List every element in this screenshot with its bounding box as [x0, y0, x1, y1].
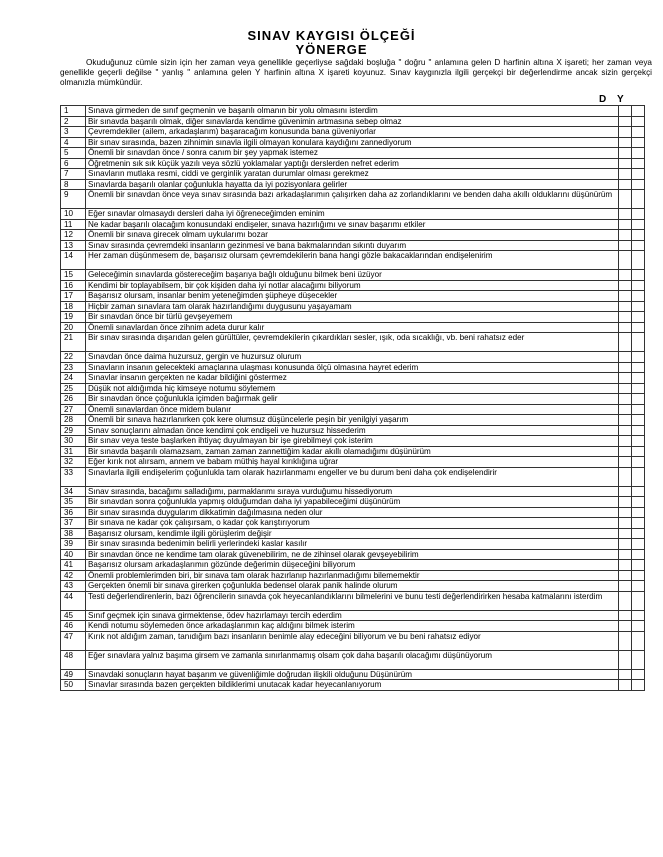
answer-box-y[interactable] [632, 457, 645, 468]
answer-box-y[interactable] [632, 549, 645, 560]
answer-box-y[interactable] [632, 190, 645, 209]
question-row [61, 415, 645, 426]
question-row [61, 467, 645, 486]
answer-box-y[interactable] [632, 169, 645, 180]
question-row [61, 457, 645, 468]
question-text: Önemli sınavlardan önce midem bulanır [86, 404, 619, 415]
question-row [61, 631, 645, 650]
question-row [61, 301, 645, 312]
question-number: 3 [61, 127, 86, 138]
question-row [61, 394, 645, 405]
question-text: Önemli bir sınavdan önce veya sınav sırasında bazı arkadaşlarımın çalışırken daha az zorlandıklarını ve benden daha akıllı olduklarını düşünürüm [86, 190, 619, 209]
answer-box-y[interactable] [632, 127, 645, 138]
question-row [61, 669, 645, 680]
answer-box-d[interactable] [619, 621, 632, 632]
answer-box-d[interactable] [619, 436, 632, 447]
question-number: 14 [61, 251, 86, 270]
answer-box-y[interactable] [632, 581, 645, 592]
question-number: 43 [61, 581, 86, 592]
question-text: Kırık not aldığım zaman, tanıdığım bazı insanların benimle alay edeceğini biliyorum ve bu beni rahatsız ediyor [86, 631, 619, 650]
question-row [61, 518, 645, 529]
question-row [61, 322, 645, 333]
answer-box-d[interactable] [619, 219, 632, 230]
answer-box-d[interactable] [619, 127, 632, 138]
question-text: Önemli problemlerimden biri, bir sınava tam olarak hazırlanıp hazırlanmadığımı bilememektir [86, 570, 619, 581]
answer-box-d[interactable] [619, 680, 632, 691]
answer-box-d[interactable] [619, 280, 632, 291]
answer-box-y[interactable] [632, 352, 645, 363]
question-text: Bir sınav veya teste başlarken ihtiyaç duyulmayan bir işe girebilmeyi çok isterim [86, 436, 619, 447]
question-text: Sınavların mutlaka resmi, ciddi ve gerginlik yaratan durumlar olması gerekmez [86, 169, 619, 180]
question-number: 15 [61, 270, 86, 281]
answer-box-d[interactable] [619, 446, 632, 457]
answer-box-d[interactable] [619, 158, 632, 169]
question-number: 6 [61, 158, 86, 169]
answer-box-d[interactable] [619, 251, 632, 270]
question-text: Eğer sınavlara yalnız başıma girsem ve zamanla sınırlanmamış olsam çok daha başarılı olacağımı düşünüyorum [86, 650, 619, 669]
question-number: 39 [61, 539, 86, 550]
answer-box-y[interactable] [632, 486, 645, 497]
answer-box-y[interactable] [632, 362, 645, 373]
question-number: 25 [61, 383, 86, 394]
answer-box-y[interactable] [632, 383, 645, 394]
question-number: 30 [61, 436, 86, 447]
answer-box-d[interactable] [619, 106, 632, 117]
question-number: 23 [61, 362, 86, 373]
column-header-d: D [599, 94, 607, 105]
question-number: 13 [61, 240, 86, 251]
question-number: 2 [61, 116, 86, 127]
answer-box-d[interactable] [619, 549, 632, 560]
question-number: 20 [61, 322, 86, 333]
question-number: 28 [61, 415, 86, 426]
answer-box-y[interactable] [632, 301, 645, 312]
question-row [61, 312, 645, 323]
answer-box-d[interactable] [619, 383, 632, 394]
question-number: 48 [61, 650, 86, 669]
question-row [61, 291, 645, 302]
answer-box-d[interactable] [619, 352, 632, 363]
answer-box-d[interactable] [619, 116, 632, 127]
answer-box-d[interactable] [619, 404, 632, 415]
question-text: Başarısız olursam arkadaşlarımın gözünde değerimin düşeceğini biliyorum [86, 560, 619, 571]
question-number: 32 [61, 457, 86, 468]
answer-box-y[interactable] [632, 446, 645, 457]
question-number: 34 [61, 486, 86, 497]
question-number: 24 [61, 373, 86, 384]
question-row [61, 116, 645, 127]
page-subtitle: YÖNERGE [295, 42, 368, 57]
answer-box-d[interactable] [619, 497, 632, 508]
question-number: 31 [61, 446, 86, 457]
answer-box-d[interactable] [619, 362, 632, 373]
question-text: Önemli bir sınavdan önce / sonra canım bir şey yapmak istemez [86, 148, 619, 159]
answer-box-y[interactable] [632, 415, 645, 426]
question-row [61, 497, 645, 508]
question-row [61, 507, 645, 518]
answer-box-d[interactable] [619, 169, 632, 180]
answer-box-d[interactable] [619, 560, 632, 571]
answer-box-d[interactable] [619, 631, 632, 650]
question-row [61, 486, 645, 497]
question-text: Çevremdekiler (ailem, arkadaşlarım) başaracağım konusunda bana güveniyorlar [86, 127, 619, 138]
question-text: Ne kadar başarılı olacağım konusundaki endişeler, sınava hazırlığımı ve sınav başarımı etkiler [86, 219, 619, 230]
answer-box-y[interactable] [632, 436, 645, 447]
question-text: Hiçbir zaman sınavlara tam olarak hazırlandığımı duygusunu yaşayamam [86, 301, 619, 312]
question-row [61, 539, 645, 550]
question-number: 41 [61, 560, 86, 571]
answer-box-y[interactable] [632, 179, 645, 190]
question-text: Öğretmenin sık sık küçük yazılı veya sözlü yoklamalar yaptığı derslerden nefret ederim [86, 158, 619, 169]
question-row [61, 680, 645, 691]
answer-box-y[interactable] [632, 240, 645, 251]
answer-box-y[interactable] [632, 591, 645, 610]
answer-box-y[interactable] [632, 280, 645, 291]
answer-box-d[interactable] [619, 240, 632, 251]
answer-box-y[interactable] [632, 680, 645, 691]
question-number: 27 [61, 404, 86, 415]
question-number: 42 [61, 570, 86, 581]
question-row [61, 549, 645, 560]
question-number: 26 [61, 394, 86, 405]
question-text: Sınav sırasında, bacağımı salladığımı, parmaklarımı sıraya vurduğumu hissediyorum [86, 486, 619, 497]
question-number: 35 [61, 497, 86, 508]
question-row [61, 650, 645, 669]
question-row [61, 560, 645, 571]
question-text: Her zaman düşünmesem de, başarısız olursam çevremdekilerin bana hangi gözle bakacaklarından endişelenirim [86, 251, 619, 270]
answer-box-y[interactable] [632, 230, 645, 241]
question-text: Başarısız olursam, kendimle ilgili görüşlerim değişir [86, 528, 619, 539]
question-text: Sınıf geçmek için sınava girmektense, ödev hazırlamayı tercih ederdim [86, 610, 619, 621]
question-text: Bir sınavda başarılı olamazsam, zaman zaman zannettiğim kadar akıllı olamadığımı düşünürüm [86, 446, 619, 457]
answer-box-d[interactable] [619, 291, 632, 302]
question-row [61, 436, 645, 447]
question-number: 21 [61, 333, 86, 352]
question-text: Sınavlarla ilgili endişelerim çoğunlukla tam olarak hazırlanmamı engeller ve bu durum beni daha çok endişelendirir [86, 467, 619, 486]
answer-box-y[interactable] [632, 669, 645, 680]
answer-box-y[interactable] [632, 270, 645, 281]
question-number: 36 [61, 507, 86, 518]
question-number: 50 [61, 680, 86, 691]
answer-box-d[interactable] [619, 333, 632, 352]
question-text: Sınavdan önce daima huzursuz, gergin ve huzursuz olurum [86, 352, 619, 363]
question-text: Bir sınav sırasında bedenimin belirli yerlerindeki kaslar kasılır [86, 539, 619, 550]
question-row [61, 362, 645, 373]
question-text: Sınava girmeden de sınıf geçmenin ve başarılı olmanın bir yolu olmasını isterdim [86, 106, 619, 117]
answer-box-y[interactable] [632, 322, 645, 333]
answer-box-y[interactable] [632, 137, 645, 148]
answer-box-d[interactable] [619, 312, 632, 323]
question-text: Sınavlar insanın gerçekten ne kadar bildiğini göstermez [86, 373, 619, 384]
question-number: 11 [61, 219, 86, 230]
answer-box-d[interactable] [619, 179, 632, 190]
question-number: 46 [61, 621, 86, 632]
answer-box-y[interactable] [632, 404, 645, 415]
question-text: Geleceğimin sınavlarda göstereceğim başarıya bağlı olduğunu bilmek beni üzüyor [86, 270, 619, 281]
question-text: Bir sınav sırasında duygularım dikkatimin dağılmasına neden olur [86, 507, 619, 518]
question-number: 37 [61, 518, 86, 529]
question-row [61, 446, 645, 457]
answer-box-y[interactable] [632, 528, 645, 539]
answer-box-y[interactable] [632, 116, 645, 127]
question-text: Testi değerlendirenlerin, bazı öğrencilerin sınavda çok heyecanlandıklarını bilmelerini ve bunu testi değerlendirirken hesaba katmalarını isterdim [86, 591, 619, 610]
question-text: Düşük not aldığımda hiç kimseye notumu söylemem [86, 383, 619, 394]
answer-box-d[interactable] [619, 148, 632, 159]
question-number: 45 [61, 610, 86, 621]
answer-box-d[interactable] [619, 190, 632, 209]
question-text: Sınav sırasında çevremdeki insanların gezinmesi ve bana bakmalarından sıkıntı duyarım [86, 240, 619, 251]
question-row [61, 219, 645, 230]
answer-box-d[interactable] [619, 394, 632, 405]
question-row [61, 425, 645, 436]
instructions-text: Okuduğunuz cümle sizin için her zaman veya genellikle geçerliyse sağdaki boşluğa " doğru " anlamına gelen D harfinin altına X işareti; her zaman veya genellikle geçerli değilse " yanlış " anlamına gelen Y harfinin altına X işareti koyunuz. Sınav kaygınızla ilgili gerçekçi bir değerlendirme ancak sizin gerçekçi olmanızla mümkündür. [60, 58, 652, 88]
column-header-y: Y [617, 94, 624, 105]
answer-box-y[interactable] [632, 219, 645, 230]
question-row [61, 179, 645, 190]
question-text: Bir sınav sırasında dışarıdan gelen gürültüler, çevremdekilerin çıkardıkları sesler, ışık, oda sıcaklığı, vb. beni rahatsız eder [86, 333, 619, 352]
answer-box-y[interactable] [632, 621, 645, 632]
question-number: 22 [61, 352, 86, 363]
answer-box-y[interactable] [632, 560, 645, 571]
question-row [61, 591, 645, 610]
question-row [61, 127, 645, 138]
question-number: 44 [61, 591, 86, 610]
answer-box-y[interactable] [632, 158, 645, 169]
answer-box-d[interactable] [619, 457, 632, 468]
answer-box-d[interactable] [619, 539, 632, 550]
question-text: Bir sınav sırasında, bazen zihnimin sınavla ilgili olmayan konulara kaydığını zannediyorum [86, 137, 619, 148]
question-text: Bir sınava ne kadar çok çalışırsam, o kadar çok karıştırıyorum [86, 518, 619, 529]
answer-box-y[interactable] [632, 610, 645, 621]
answer-box-d[interactable] [619, 650, 632, 669]
question-number: 47 [61, 631, 86, 650]
question-text: Sınavlarda başarılı olanlar çoğunlukla hayatta da iyi pozisyonlara gelirler [86, 179, 619, 190]
question-number: 8 [61, 179, 86, 190]
answer-box-d[interactable] [619, 467, 632, 486]
answer-box-d[interactable] [619, 518, 632, 529]
question-number: 10 [61, 209, 86, 220]
question-number: 12 [61, 230, 86, 241]
answer-box-y[interactable] [632, 650, 645, 669]
answer-box-d[interactable] [619, 581, 632, 592]
question-number: 19 [61, 312, 86, 323]
answer-box-d[interactable] [619, 301, 632, 312]
answer-box-d[interactable] [619, 373, 632, 384]
question-row [61, 528, 645, 539]
answer-box-y[interactable] [632, 425, 645, 436]
answer-box-d[interactable] [619, 322, 632, 333]
question-text: Sınavlar sırasında bazen gerçekten bildiklerimi unutacak kadar heyecanlanıyorum [86, 680, 619, 691]
answer-box-y[interactable] [632, 507, 645, 518]
question-row [61, 230, 645, 241]
question-text: Bir sınavda başarılı olmak, diğer sınavlarda kendime güvenimin artmasına sebep olmaz [86, 116, 619, 127]
question-text: Sınavdaki sonuçların hayat başarım ve güvenliğimle doğrudan ilişkili olduğunu Düşünürüm [86, 669, 619, 680]
answer-box-d[interactable] [619, 591, 632, 610]
question-number: 38 [61, 528, 86, 539]
question-number: 16 [61, 280, 86, 291]
question-row [61, 137, 645, 148]
answer-box-d[interactable] [619, 669, 632, 680]
question-text: Sınav sonuçlarını almadan önce kendimi çok endişeli ve huzursuz hissederim [86, 425, 619, 436]
question-text: Bir sınavdan sonra çoğunlukla yapmış olduğumdan daha iyi yapabileceğimi düşünürüm [86, 497, 619, 508]
answer-box-d[interactable] [619, 610, 632, 621]
answer-box-d[interactable] [619, 230, 632, 241]
question-text: Kendi notumu söylemeden önce arkadaşlarımın kaç aldığını bilmek isterim [86, 621, 619, 632]
answer-box-y[interactable] [632, 106, 645, 117]
answer-box-d[interactable] [619, 270, 632, 281]
question-text: Başarısız olursam, insanlar benim yeteneğimden şüpheye düşecekler [86, 291, 619, 302]
page-title: SINAV KAYGISI ÖLÇEĞİ [247, 28, 416, 43]
question-number: 4 [61, 137, 86, 148]
answer-box-y[interactable] [632, 312, 645, 323]
question-number: 1 [61, 106, 86, 117]
question-row [61, 383, 645, 394]
question-row [61, 581, 645, 592]
question-row [61, 333, 645, 352]
question-row [61, 251, 645, 270]
question-row [61, 404, 645, 415]
question-text: Bir sınavdan önce bir türlü gevşeyemem [86, 312, 619, 323]
question-number: 33 [61, 467, 86, 486]
answer-box-y[interactable] [632, 148, 645, 159]
question-row [61, 621, 645, 632]
question-text: Önemli bir sınava girecek olmam uykularımı bozar [86, 230, 619, 241]
answer-box-d[interactable] [619, 570, 632, 581]
question-text: Bir sınavdan önce ne kendime tam olarak güvenebilirim, ne de zihinsel olarak gevşeyebilirim [86, 549, 619, 560]
question-number: 49 [61, 669, 86, 680]
answer-box-y[interactable] [632, 570, 645, 581]
question-row [61, 240, 645, 251]
question-text: Önemli bir sınava hazırlanırken çok kere olumsuz düşüncelerle peşin bir yenilgiyi yaşarım [86, 415, 619, 426]
answer-box-y[interactable] [632, 394, 645, 405]
answer-box-y[interactable] [632, 631, 645, 650]
answer-box-d[interactable] [619, 137, 632, 148]
answer-box-d[interactable] [619, 486, 632, 497]
question-number: 17 [61, 291, 86, 302]
question-number: 7 [61, 169, 86, 180]
question-row [61, 352, 645, 363]
answer-box-y[interactable] [632, 251, 645, 270]
answer-box-d[interactable] [619, 415, 632, 426]
question-text: Önemli sınavlardan önce zihnim adeta durur kalır [86, 322, 619, 333]
answer-box-d[interactable] [619, 209, 632, 220]
answer-box-y[interactable] [632, 209, 645, 220]
answer-box-d[interactable] [619, 507, 632, 518]
question-number: 18 [61, 301, 86, 312]
question-row [61, 169, 645, 180]
answer-box-y[interactable] [632, 539, 645, 550]
question-text: Gerçekten önemli bir sınava girerken çoğunlukla bedensel olarak panik halinde olurum [86, 581, 619, 592]
question-row [61, 610, 645, 621]
answer-box-y[interactable] [632, 497, 645, 508]
question-row [61, 106, 645, 117]
question-number: 5 [61, 148, 86, 159]
answer-box-y[interactable] [632, 373, 645, 384]
questions-table [60, 105, 645, 691]
question-text: Eğer sınavlar olmasaydı dersleri daha iyi öğreneceğimden eminim [86, 209, 619, 220]
answer-box-y[interactable] [632, 291, 645, 302]
question-row [61, 209, 645, 220]
question-number: 29 [61, 425, 86, 436]
question-row [61, 280, 645, 291]
answer-box-d[interactable] [619, 528, 632, 539]
answer-box-d[interactable] [619, 425, 632, 436]
question-row [61, 190, 645, 209]
question-row [61, 270, 645, 281]
question-text: Bir sınavdan önce çoğunlukla içimden bağırmak gelir [86, 394, 619, 405]
answer-box-y[interactable] [632, 467, 645, 486]
question-row [61, 570, 645, 581]
question-row [61, 158, 645, 169]
answer-box-y[interactable] [632, 518, 645, 529]
question-number: 9 [61, 190, 86, 209]
question-text: Sınavların insanın gelecekteki amaçlarına ulaşması konusunda ölçü olmasına hayret ederim [86, 362, 619, 373]
question-text: Kendimi bir toplayabilsem, bir çok kişiden daha iyi notlar alacağımı biliyorum [86, 280, 619, 291]
question-row [61, 148, 645, 159]
question-row [61, 373, 645, 384]
question-number: 40 [61, 549, 86, 560]
answer-box-y[interactable] [632, 333, 645, 352]
question-text: Eğer kırık not alırsam, annem ve babam müthiş hayal kırıklığına uğrar [86, 457, 619, 468]
